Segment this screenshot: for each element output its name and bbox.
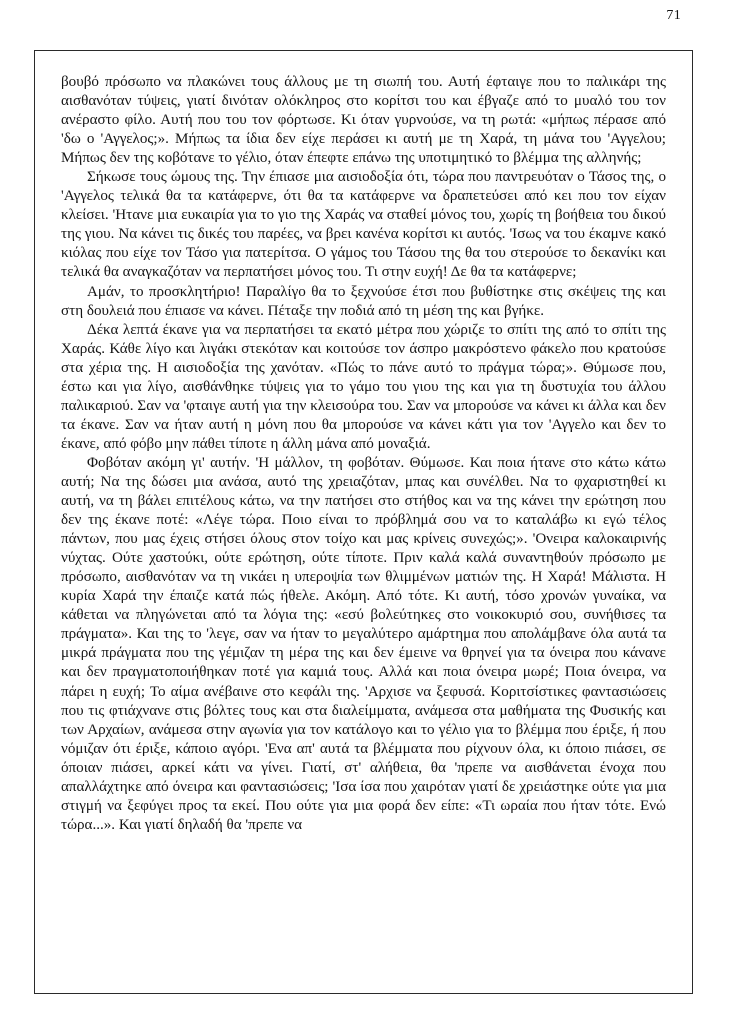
body-text (61, 73, 666, 835)
page-number: 71 (666, 8, 681, 23)
text-frame (34, 50, 693, 994)
paragraph: Φοβόταν ακόμη γι' αυτήν. 'Η μάλλον, τη φοβόταν. Θύμωσε. Και ποια ήτανε στο κάτω κάτω αυτή; Να της δώσει μια ανάσα, αυτό της χρειαζόταν, μπας και συνέλθει. Να το φχαριστηθεί κι αυτή, να τη βάλει επιτέλους κάτω, να την πατήσει στο στήθος και να της κάνει την ερώτηση που δεν της έκανε ποτέ: «Λέγε τώρα. Ποιο είναι το πρόβλημά σου να το καταλάβω κι εγώ τέλος πάντων, που μας έχεις στήσει όλους στον τοίχο και μας κρίνεις συνεχώς;». 'Ονειρα καλοκαιρινής νύχτας. Ούτε χαστούκι, ούτε ερώτηση, ούτε τίποτε. Πριν καλά καλά συναντηθούν πρόσωπο με πρόσωπο, αισθανόταν να τη νικάει η υπεροψία των θλιμμένων ματιών της. Η Χαρά! Μάλιστα. Η κυρία Χαρά την έπαιζε κατά πώς ήθελε. Ακόμη. Από τότε. Κι αυτή, τόσο χρονών γυναίκα, να κάθεται να πληγώνεται από τα λόγια της: «εσύ βολεύτηκες στο νοικοκυριό σου, συνήθισες τα πράγματα». Και της το 'λεγε, σαν να ήταν το μεγαλύτερο αμάρτημα που απολάμβανε όλα αυτά τα μικρά πράγματα που της γέμιζαν τη μέρα της και δεν έμεινε να θρηνεί για τα όνειρα που κάνανε και δεν πραγματοποιήθηκαν ποτέ για καμιά τους. Αλλά και ποια όνειρα μωρέ; Ποια όνειρα, να πάρει η ευχή; Το αίμα ανέβαινε στο κεφάλι της. 'Αρχισε να ξεφυσά. Κοριτσίστικες φαντασιώσεις που τις φτιάχνανε στις βόλτες τους και στα διαλείμματα, ανάμεσα στα μαθήματα της Φυσικής και των Αρχαίων, ανάμεσα στην αγωνία για τον κατάλογο και το γέλιο για το βλέμμα που έριξε, ή που νόμιζαν ότι έριξε, κάποιο αγόρι. 'Ενα απ' αυτά τα βλέμματα που ρίχνουν όλα, κι όποιο πιάσει, σε όποιαν πιάσει, αρκεί κάτι να γίνει. Γιατί, στ' αλήθεια, θα 'πρεπε να αισθάνεται ένοχα που απαλλάχτηκε από όνειρα και φαντασιώσεις; 'Ισα ίσα που χαιρόταν γιατί δε χρειάστηκε ούτε για μια στιγμή να ξεφύγει προς τα εκεί. Που ούτε για μια φορά δεν είπε: «Τι ωραία που ήταν τότε. Ενώ τώρα...». Και γιατί δηλαδή θα 'πρεπε να (61, 454, 666, 833)
paragraph-continuation: βουβό πρόσωπο να πλακώνει τους άλλους με τη σιωπή του. Αυτή έφταιγε που το παλικάρι της αισθανόταν τύψεις, γιατί δινόταν ολόκληρος στο κορίτσι του και έβγαζε από το μυαλό του τον ανέραστο φίλο. Αυτή που του τον φόρτωσε. Κι όταν γυρνούσε, να τη ρωτά: «μήπως πέρασε από 'δω ο 'Αγγελος;». Μήπως τα ίδια δεν είχε περάσει κι αυτή με τη Χαρά, τη μάνα του 'Αγγελου; Μήπως δεν της κοβότανε το γέλιο, όταν έπεφτε επάνω της υποτιμητικό το βλέμμα της αλληνής; (61, 74, 666, 167)
paragraph: Δέκα λεπτά έκανε για να περπατήσει τα εκατό μέτρα που χώριζε το σπίτι της από το σπίτι της Χαράς. Κάθε λίγο και λιγάκι στεκόταν και κοιτούσε τον άσπρο μακρόστενο φάκελο που κρατούσε στα χέρια της. Η αισιοδοξία της χανόταν. «Πώς το πάνε αυτό το πράγμα τώρα;». Θύμωσε που, έστω και για λίγο, αισθάνθηκε τύψεις για το γάμο του γιου της και για τη δυστυχία του άλλου παλικαριού. Σαν να 'φταιγε αυτή για την κλεισούρα του. Σαν να μπορούσε να κάνει κι άλλα και δεν τα έκανε. Σαν να ήταν αυτή η μόνη που θα μπορούσε να κάνει κάτι για τον 'Αγγελο και δεν το έκανε, από φόβο μην πάθει τίποτε η άλλη μάνα από μοναξιά. (61, 321, 666, 452)
paragraph: Αμάν, το προσκλητήριο! Παραλίγο θα το ξεχνούσε έτσι που βυθίστηκε στις σκέψεις της και στη δουλειά που έπιασε να κάνει. Πέταξε την ποδιά από τη μέση της και βγήκε. (61, 283, 666, 319)
paragraph: Σήκωσε τους ώμους της. Την έπιασε μια αισιοδοξία ότι, τώρα που παντρευόταν ο Τάσος της, ο 'Αγγελος τελικά θα τα κατάφερνε, ότι θα τα κατάφερνε να δραπετεύσει από κει που τον είχαν κλείσει. 'Ητανε μια ευκαιρία για το γιο της Χαράς να σταθεί μόνος του, χωρίς τη βοήθεια του δικού της γιου. Να κάνει τις δικές του παρέες, να βρει κανένα κορίτσι κι αυτός. 'Ισως να του έκαμνε κακό κιόλας που είχε τον Τάσο για πατερίτσα. Ο γάμος του Τάσου της θα του στερούσε το δεκανίκι και τελικά θα αναγκαζόταν να περπατήσει μόνος του. Τι στην ευχή! Δε θα τα κατάφερνε; (61, 169, 666, 281)
